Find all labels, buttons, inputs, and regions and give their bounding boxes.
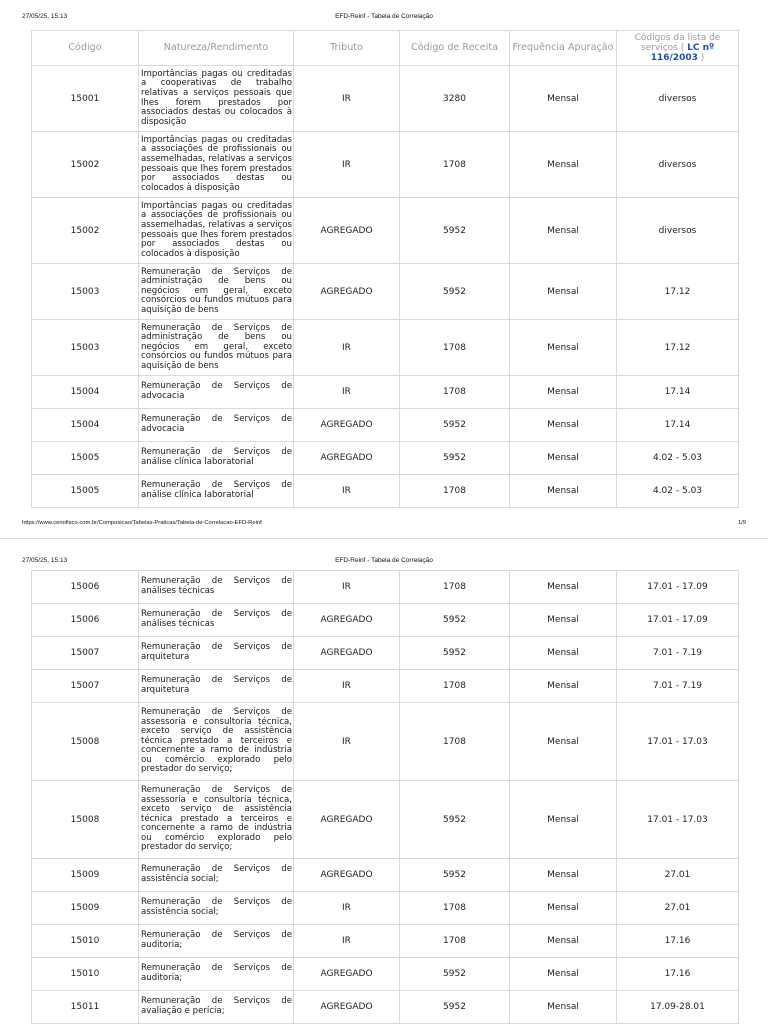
cell-frequencia: Mensal bbox=[510, 670, 617, 703]
natureza-text: Remuneração de Serviços de arquitetura bbox=[141, 642, 292, 662]
table-row bbox=[32, 859, 739, 892]
natureza-text: Remuneração de Serviços de assessoria e consultoria técnica, exceto serviço de assistência técnica prestado a terceiros e concernente a ramo de indústria ou comércio explorado pelo prestador do serviço; bbox=[141, 784, 292, 853]
cell-receita: 1708 bbox=[400, 132, 510, 198]
cell-codigo: 15009 bbox=[32, 859, 139, 892]
cell-codigo: 15006 bbox=[32, 604, 139, 637]
cell-tributo: IR bbox=[294, 892, 400, 925]
cell-servicos: diversos bbox=[617, 132, 739, 198]
natureza-text: Remuneração de Serviços de advocacia bbox=[141, 381, 292, 401]
cell-natureza bbox=[139, 892, 294, 925]
cell-codigo: 15009 bbox=[32, 892, 139, 925]
print-datetime: 27/05/25, 15:13 bbox=[22, 557, 68, 564]
page-footer bbox=[0, 517, 768, 529]
cell-servicos: 4.02 - 5.03 bbox=[617, 475, 739, 508]
cell-frequencia: Mensal bbox=[510, 703, 617, 781]
page-header bbox=[0, 8, 768, 22]
cell-receita: 5952 bbox=[400, 409, 510, 442]
table-row bbox=[32, 991, 739, 1024]
cell-receita: 1708 bbox=[400, 892, 510, 925]
cell-frequencia: Mensal bbox=[510, 132, 617, 198]
cell-natureza bbox=[139, 409, 294, 442]
table-header-row bbox=[32, 31, 739, 66]
cell-servicos: 17.01 - 17.09 bbox=[617, 571, 739, 604]
cell-receita: 1708 bbox=[400, 703, 510, 781]
cell-tributo: IR bbox=[294, 66, 400, 132]
natureza-text: Remuneração de Serviços de auditoria; bbox=[141, 930, 292, 950]
cell-codigo: 15007 bbox=[32, 637, 139, 670]
cell-codigo: 15010 bbox=[32, 958, 139, 991]
cell-codigo: 15006 bbox=[32, 571, 139, 604]
table-body bbox=[32, 571, 739, 1024]
cell-receita: 5952 bbox=[400, 781, 510, 859]
cell-frequencia: Mensal bbox=[510, 991, 617, 1024]
natureza-text: Remuneração de Serviços de advocacia bbox=[141, 414, 292, 434]
table-row bbox=[32, 132, 739, 198]
cell-servicos: 7.01 - 7.19 bbox=[617, 637, 739, 670]
natureza-text: Remuneração de Serviços de avaliação e perícia; bbox=[141, 996, 292, 1016]
cell-receita: 5952 bbox=[400, 991, 510, 1024]
cell-receita: 5952 bbox=[400, 637, 510, 670]
cell-receita: 5952 bbox=[400, 198, 510, 264]
cell-natureza bbox=[139, 781, 294, 859]
cell-codigo: 15005 bbox=[32, 475, 139, 508]
col-header-tributo: Tributo bbox=[294, 31, 400, 66]
table-row bbox=[32, 198, 739, 264]
cell-receita: 1708 bbox=[400, 571, 510, 604]
cell-receita: 5952 bbox=[400, 859, 510, 892]
cell-servicos: 17.09-28.01 bbox=[617, 991, 739, 1024]
cell-frequencia: Mensal bbox=[510, 409, 617, 442]
cell-receita: 1708 bbox=[400, 320, 510, 376]
table-row bbox=[32, 320, 739, 376]
cell-servicos: 17.16 bbox=[617, 925, 739, 958]
cell-natureza bbox=[139, 571, 294, 604]
cell-codigo: 15005 bbox=[32, 442, 139, 475]
page-title: EFD-Reinf - Tabela de Correlação bbox=[335, 13, 433, 20]
cell-natureza bbox=[139, 637, 294, 670]
cell-tributo: IR bbox=[294, 320, 400, 376]
cell-natureza bbox=[139, 703, 294, 781]
cell-frequencia: Mensal bbox=[510, 604, 617, 637]
table-row bbox=[32, 958, 739, 991]
natureza-text: Remuneração de Serviços de análise clínica laboratorial bbox=[141, 480, 292, 500]
cell-natureza bbox=[139, 925, 294, 958]
cell-receita: 5952 bbox=[400, 604, 510, 637]
cell-natureza bbox=[139, 376, 294, 409]
cell-natureza bbox=[139, 132, 294, 198]
cell-codigo: 15011 bbox=[32, 991, 139, 1024]
col-header-receita: Código de Receita bbox=[400, 31, 510, 66]
table-row bbox=[32, 376, 739, 409]
table-row bbox=[32, 703, 739, 781]
cell-receita: 1708 bbox=[400, 376, 510, 409]
cell-receita: 1708 bbox=[400, 925, 510, 958]
cell-servicos: 17.12 bbox=[617, 264, 739, 320]
table-row bbox=[32, 892, 739, 925]
cell-codigo: 15002 bbox=[32, 198, 139, 264]
cell-tributo: IR bbox=[294, 475, 400, 508]
table-row bbox=[32, 637, 739, 670]
cell-frequencia: Mensal bbox=[510, 66, 617, 132]
cell-frequencia: Mensal bbox=[510, 958, 617, 991]
col-header-natureza: Natureza/Rendimento bbox=[139, 31, 294, 66]
cell-servicos: 17.01 - 17.03 bbox=[617, 703, 739, 781]
cell-frequencia: Mensal bbox=[510, 571, 617, 604]
table-row bbox=[32, 66, 739, 132]
cell-codigo: 15008 bbox=[32, 703, 139, 781]
cell-tributo: AGREGADO bbox=[294, 859, 400, 892]
cell-servicos: 27.01 bbox=[617, 859, 739, 892]
cell-natureza bbox=[139, 320, 294, 376]
cell-servicos: diversos bbox=[617, 66, 739, 132]
cell-tributo: AGREGADO bbox=[294, 409, 400, 442]
cell-tributo: IR bbox=[294, 703, 400, 781]
cell-frequencia: Mensal bbox=[510, 198, 617, 264]
correlation-table bbox=[31, 30, 739, 508]
cell-tributo: IR bbox=[294, 925, 400, 958]
natureza-text: Remuneração de Serviços de arquitetura bbox=[141, 675, 292, 695]
cell-codigo: 15003 bbox=[32, 320, 139, 376]
cell-receita: 5952 bbox=[400, 264, 510, 320]
cell-natureza bbox=[139, 198, 294, 264]
natureza-text: Importâncias pagas ou creditadas a associações de profissionais ou assemelhadas, relativas a serviços pessoais que lhes forem prestados por associados destas ou colocados à disposição bbox=[141, 200, 292, 259]
page-title: EFD-Reinf - Tabela de Correlação bbox=[335, 557, 433, 564]
cell-codigo: 15004 bbox=[32, 409, 139, 442]
page-separator bbox=[0, 538, 768, 539]
cell-natureza bbox=[139, 604, 294, 637]
cell-tributo: AGREGADO bbox=[294, 604, 400, 637]
table-row bbox=[32, 264, 739, 320]
cell-natureza bbox=[139, 475, 294, 508]
natureza-text: Remuneração de Serviços de auditoria; bbox=[141, 963, 292, 983]
natureza-text: Importâncias pagas ou creditadas a associações de profissionais ou assemelhadas, relativas a serviços pessoais que lhes forem prestados por associados destas ou colocados à disposição bbox=[141, 134, 292, 193]
cell-servicos: 7.01 - 7.19 bbox=[617, 670, 739, 703]
cell-servicos: 17.12 bbox=[617, 320, 739, 376]
correlation-table-continued bbox=[31, 570, 739, 1024]
table-row bbox=[32, 670, 739, 703]
cell-receita: 1708 bbox=[400, 475, 510, 508]
cell-natureza bbox=[139, 991, 294, 1024]
table-row bbox=[32, 781, 739, 859]
cell-frequencia: Mensal bbox=[510, 320, 617, 376]
cell-servicos: 17.01 - 17.03 bbox=[617, 781, 739, 859]
cell-tributo: AGREGADO bbox=[294, 991, 400, 1024]
cell-tributo: IR bbox=[294, 132, 400, 198]
cell-frequencia: Mensal bbox=[510, 637, 617, 670]
col-header-codigo: Código bbox=[32, 31, 139, 66]
natureza-text: Remuneração de Serviços de assistência social; bbox=[141, 897, 292, 917]
col-header-frequencia: Frequência Apuração bbox=[510, 31, 617, 66]
cell-natureza bbox=[139, 442, 294, 475]
cell-servicos: 17.16 bbox=[617, 958, 739, 991]
cell-codigo: 15010 bbox=[32, 925, 139, 958]
natureza-text: Remuneração de Serviços de análises técnicas bbox=[141, 576, 292, 596]
cell-tributo: AGREGADO bbox=[294, 442, 400, 475]
cell-servicos: 17.14 bbox=[617, 409, 739, 442]
cell-receita: 5952 bbox=[400, 958, 510, 991]
natureza-text: Remuneração de Serviços de assistência social; bbox=[141, 864, 292, 884]
cell-servicos: 27.01 bbox=[617, 892, 739, 925]
cell-codigo: 15002 bbox=[32, 132, 139, 198]
cell-codigo: 15003 bbox=[32, 264, 139, 320]
cell-codigo: 15001 bbox=[32, 66, 139, 132]
natureza-text: Remuneração de Serviços de administração de bens ou negócios em geral, exceto consórcios ou fundos mútuos para aquisição de bens bbox=[141, 322, 292, 371]
natureza-text: Remuneração de Serviços de análise clínica laboratorial bbox=[141, 447, 292, 467]
natureza-text: Remuneração de Serviços de análises técnicas bbox=[141, 609, 292, 629]
page-url: https://www.cenofisco.com.br/Composicao/Tabelas-Praticas/Tabela-de-Correlacao-EFD-Reinf bbox=[22, 520, 262, 526]
cell-tributo: AGREGADO bbox=[294, 264, 400, 320]
cell-servicos: 17.14 bbox=[617, 376, 739, 409]
table-row bbox=[32, 925, 739, 958]
table-row bbox=[32, 571, 739, 604]
table-row bbox=[32, 475, 739, 508]
cell-tributo: AGREGADO bbox=[294, 958, 400, 991]
cell-frequencia: Mensal bbox=[510, 442, 617, 475]
page-header bbox=[0, 552, 768, 566]
cell-tributo: AGREGADO bbox=[294, 637, 400, 670]
cell-frequencia: Mensal bbox=[510, 376, 617, 409]
natureza-text: Remuneração de Serviços de administração de bens ou negócios em geral, exceto consórcios ou fundos mútuos para aquisição de bens bbox=[141, 266, 292, 315]
servicos-header-close: ) bbox=[700, 53, 705, 63]
cell-frequencia: Mensal bbox=[510, 859, 617, 892]
cell-frequencia: Mensal bbox=[510, 781, 617, 859]
cell-codigo: 15004 bbox=[32, 376, 139, 409]
lc-116-link[interactable]: LC nº 116/2003 bbox=[650, 43, 715, 63]
page-number: 1/9 bbox=[737, 520, 746, 526]
cell-receita: 3280 bbox=[400, 66, 510, 132]
cell-natureza bbox=[139, 859, 294, 892]
cell-frequencia: Mensal bbox=[510, 892, 617, 925]
cell-tributo: IR bbox=[294, 376, 400, 409]
cell-servicos: 4.02 - 5.03 bbox=[617, 442, 739, 475]
natureza-text: Remuneração de Serviços de assessoria e consultoria técnica, exceto serviço de assistência técnica prestado a terceiros e concernente a ramo de indústria ou comércio explorado pelo prestador do serviço; bbox=[141, 706, 292, 775]
cell-tributo: IR bbox=[294, 571, 400, 604]
table-row bbox=[32, 442, 739, 475]
cell-servicos: diversos bbox=[617, 198, 739, 264]
col-header-servicos bbox=[617, 31, 739, 66]
cell-codigo: 15007 bbox=[32, 670, 139, 703]
cell-natureza bbox=[139, 670, 294, 703]
print-datetime: 27/05/25, 15:13 bbox=[22, 13, 68, 20]
cell-tributo: AGREGADO bbox=[294, 198, 400, 264]
cell-servicos: 17.01 - 17.09 bbox=[617, 604, 739, 637]
natureza-text: Importâncias pagas ou creditadas a cooperativas de trabalho relativas a serviços pessoais que lhes forem prestados por associados destas ou colocados à disposição bbox=[141, 68, 292, 127]
table-body bbox=[32, 66, 739, 508]
cell-natureza bbox=[139, 264, 294, 320]
cell-frequencia: Mensal bbox=[510, 925, 617, 958]
cell-tributo: AGREGADO bbox=[294, 781, 400, 859]
cell-tributo: IR bbox=[294, 670, 400, 703]
cell-frequencia: Mensal bbox=[510, 264, 617, 320]
servicos-header-text: Códigos da lista de serviços ( bbox=[634, 33, 721, 53]
table-row bbox=[32, 409, 739, 442]
cell-natureza bbox=[139, 958, 294, 991]
cell-receita: 1708 bbox=[400, 670, 510, 703]
cell-natureza bbox=[139, 66, 294, 132]
cell-codigo: 15008 bbox=[32, 781, 139, 859]
table-row bbox=[32, 604, 739, 637]
cell-receita: 5952 bbox=[400, 442, 510, 475]
cell-frequencia: Mensal bbox=[510, 475, 617, 508]
